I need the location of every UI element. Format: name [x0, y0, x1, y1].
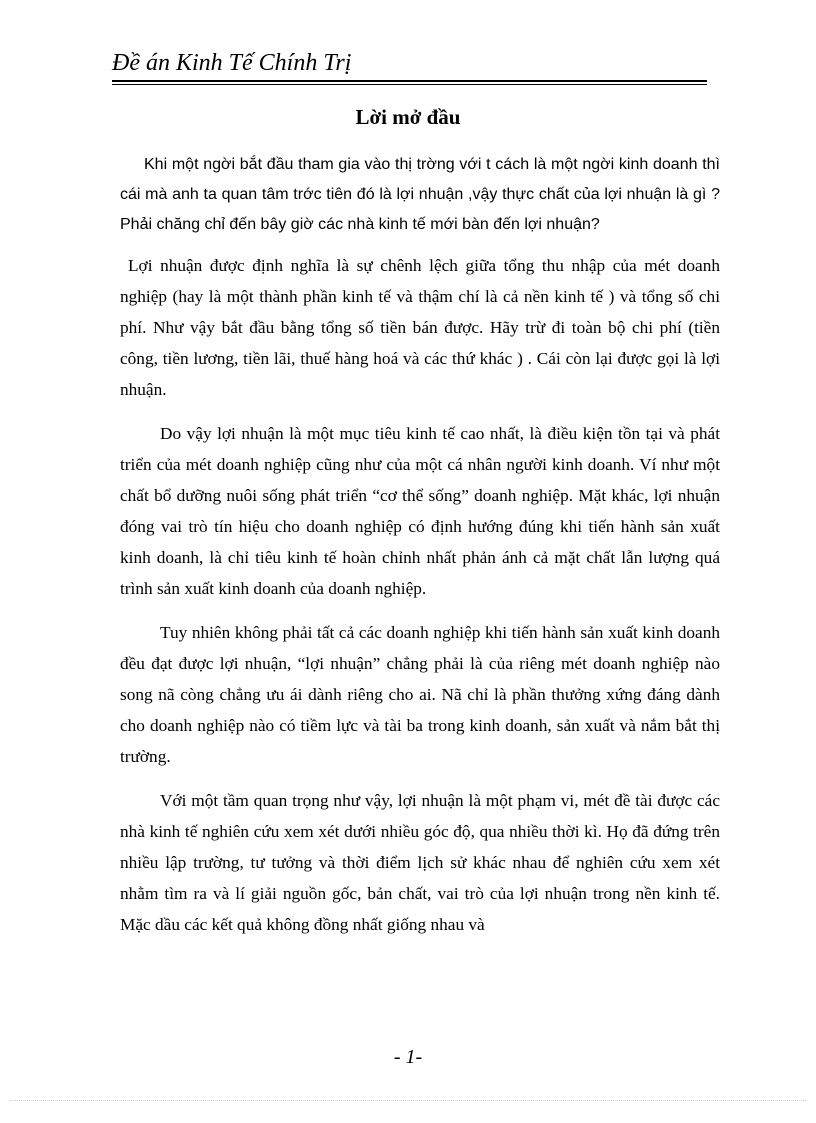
paragraph-4: Tuy nhiên không phải tất cả các doanh nghiệp khi tiến hành sản xuất kinh doanh đều đạt được lợi nhuận, “lợi nhuận” chẳng phải là của riêng mét doanh nghiệp nào song nã còng chẳng ưu ái dành riêng cho ai. Nã chỉ là phần thưởng xứng đáng dành cho doanh nghiệp nào có tiềm lực và tài ba trong kinh doanh, sản xuất và nắm bắt thị trường. — [120, 623, 720, 766]
paragraph-3: Do vậy lợi nhuận là một mục tiêu kinh tế cao nhất, là điều kiện tồn tại và phát triển của mét doanh nghiệp cũng như của một cá nhân người kinh doanh. Ví như một chất bổ dưỡng nuôi sống phát triển “cơ thể sống” doanh nghiệp. Mặt khác, lợi nhuận đóng vai trò tín hiệu cho doanh nghiệp có định hướng đúng khi tiến hành sản xuất kinh doanh, là chỉ tiêu kinh tế hoàn chỉnh nhất phản ánh cả mặt chất lẫn lượng quá trình sản xuất kinh doanh của doanh nghiệp. — [120, 424, 720, 598]
paragraph-2: Lợi nhuận được định nghĩa là sự chênh lệch giữa tổng thu nhập của mét doanh nghiệp (hay là một thành phần kinh tế và thậm chí là cả nền kinh tế ) và tổng số chi phí. Như vậy bắt đầu bằng tổng số tiền bán được. Hãy trừ đi toàn bộ chi phí (tiền công, tiền lương, tiền lãi, thuế hàng hoá và các thứ khác ) . Cái còn lại được gọi là lợi nhuận. — [120, 256, 720, 399]
running-header: Đề án Kinh Tế Chính Trị — [112, 50, 352, 76]
paragraph-5: Với một tầm quan trọng như vậy, lợi nhuận là một phạm vi, mét đề tài được các nhà kinh tế nghiên cứu xem xét dưới nhiều góc độ, qua nhiều thời kì. Họ đã đứng trên nhiều lập trường, tư tưởng và thời điểm lịch sử khác nhau để nghiên cứu xem xét nhằm tìm ra và lí giải nguồn gốc, bản chất, vai trò của lợi nhuận trong nền kinh tế. Mặc dầu các kết quả không đồng nhất giống nhau và — [120, 791, 720, 934]
paragraph-1: Khi một ngời bắt đầu tham gia vào thị trờng với t cách là một ngời kinh doanh thì cái mà anh ta quan tâm trớc tiên đó là lợi nhuận ,vậy thực chất của lợi nhuận là gì ?Phải chăng chỉ đến bây giờ các nhà kinh tế mới bàn đến lợi nhuận? — [120, 156, 720, 233]
body-text — [120, 150, 720, 940]
section-title: Lời mở đầu — [355, 105, 461, 129]
header-divider — [112, 80, 707, 85]
page-bottom-divider — [10, 1100, 806, 1101]
page-number: - 1- — [393, 1046, 423, 1068]
